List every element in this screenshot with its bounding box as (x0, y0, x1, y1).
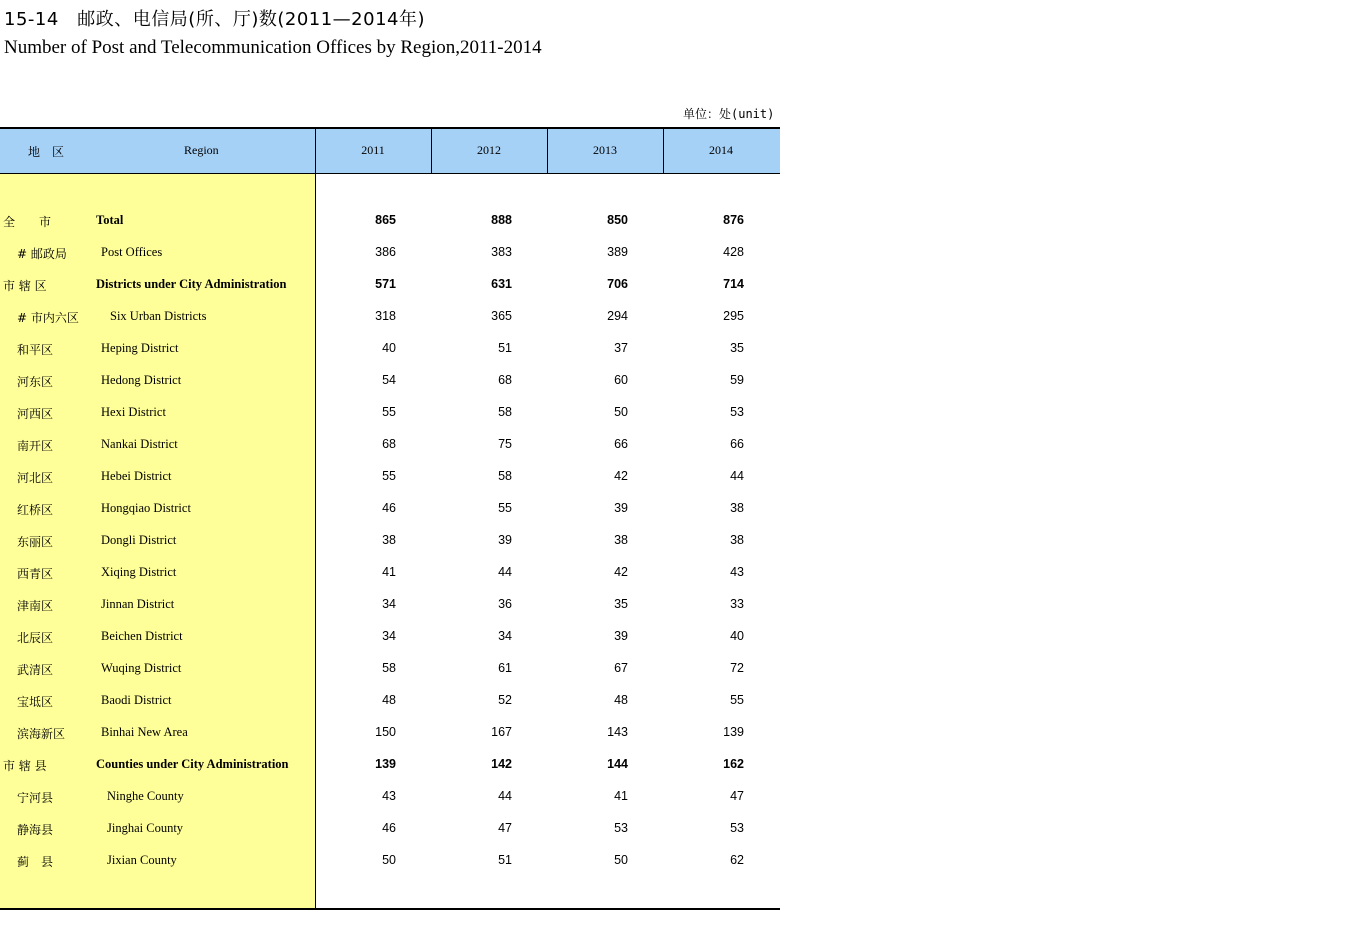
value-cell-2011: 54 (382, 373, 396, 387)
table-row (0, 750, 780, 782)
value-cell-2011: 46 (382, 501, 396, 515)
region-name-cn: 红桥区 (17, 503, 54, 517)
value-cell-2011: 40 (382, 341, 396, 355)
region-name-cn: 市 辖 县 (3, 759, 47, 773)
value-cell-2013: 39 (614, 629, 628, 643)
region-name-en: Counties under City Administration (96, 757, 289, 771)
region-name-en: Hexi District (101, 405, 166, 419)
table-row (0, 206, 780, 238)
value-cell-2011: 68 (382, 437, 396, 451)
table-row (0, 782, 780, 814)
table-bottom-rule (0, 908, 780, 910)
value-cell-2012: 39 (498, 533, 512, 547)
region-name-cn: 武清区 (17, 663, 54, 677)
title-chinese: 15-14 邮政、电信局(所、厅)数(2011—2014年) (4, 9, 426, 30)
value-cell-2014: 66 (730, 437, 744, 451)
value-cell-2013: 48 (614, 693, 628, 707)
region-name-en: Districts under City Administration (96, 277, 287, 291)
value-cell-2012: 51 (498, 341, 512, 355)
value-cell-2012: 51 (498, 853, 512, 867)
region-name-cn: 河北区 (17, 471, 54, 485)
region-name-en: Jixian County (107, 853, 177, 867)
value-cell-2013: 66 (614, 437, 628, 451)
value-cell-2011: 48 (382, 693, 396, 707)
value-cell-2014: 53 (730, 821, 744, 835)
region-name-cn: 北辰区 (17, 631, 54, 645)
value-cell-2011: 571 (375, 277, 396, 291)
value-cell-2013: 41 (614, 789, 628, 803)
value-cell-2013: 39 (614, 501, 628, 515)
value-cell-2013: 50 (614, 405, 628, 419)
table-row (0, 494, 780, 526)
table-row (0, 462, 780, 494)
region-name-cn: # 市内六区 (17, 311, 79, 325)
value-cell-2014: 43 (730, 565, 744, 579)
value-cell-2014: 714 (723, 277, 744, 291)
value-cell-2013: 53 (614, 821, 628, 835)
region-name-cn: 津南区 (17, 599, 54, 613)
value-cell-2014: 72 (730, 661, 744, 675)
table-row (0, 334, 780, 366)
table-row (0, 622, 780, 654)
value-cell-2012: 36 (498, 597, 512, 611)
table-row (0, 270, 780, 302)
value-cell-2012: 365 (491, 309, 512, 323)
value-cell-2014: 38 (730, 501, 744, 515)
value-cell-2014: 53 (730, 405, 744, 419)
value-cell-2012: 142 (491, 757, 512, 771)
value-cell-2012: 58 (498, 469, 512, 483)
region-name-cn: 河西区 (17, 407, 54, 421)
header-year-2012: 2012 (477, 143, 501, 157)
region-name-en: Ninghe County (107, 789, 184, 803)
value-cell-2014: 876 (723, 213, 744, 227)
value-cell-2013: 389 (607, 245, 628, 259)
value-cell-2013: 67 (614, 661, 628, 675)
header-region-cn: 地 区 (28, 145, 65, 159)
region-name-en: Total (96, 213, 124, 227)
value-cell-2014: 139 (723, 725, 744, 739)
value-cell-2011: 46 (382, 821, 396, 835)
value-cell-2013: 294 (607, 309, 628, 323)
value-cell-2011: 150 (375, 725, 396, 739)
value-cell-2012: 631 (491, 277, 512, 291)
table-row (0, 686, 780, 718)
value-cell-2012: 888 (491, 213, 512, 227)
unit-label: 单位：处(unit) (683, 107, 775, 121)
region-name-en: Jinghai County (107, 821, 184, 835)
value-cell-2011: 43 (382, 789, 396, 803)
region-name-cn: 宝坻区 (17, 695, 54, 709)
value-cell-2014: 40 (730, 629, 744, 643)
value-cell-2014: 44 (730, 469, 744, 483)
value-cell-2012: 44 (498, 565, 512, 579)
region-name-cn: 静海县 (17, 823, 54, 837)
value-cell-2012: 61 (498, 661, 512, 675)
region-name-en: Heping District (101, 341, 179, 355)
value-cell-2011: 386 (375, 245, 396, 259)
region-name-en: Post Offices (101, 245, 163, 259)
value-cell-2011: 55 (382, 405, 396, 419)
value-cell-2014: 428 (723, 245, 744, 259)
value-cell-2011: 139 (375, 757, 396, 771)
region-name-cn: 西青区 (17, 567, 54, 581)
value-cell-2013: 50 (614, 853, 628, 867)
title-english: Number of Post and Telecommunication Offices by Region,2011-2014 (4, 37, 542, 58)
table-row (0, 654, 780, 686)
region-name-cn: 河东区 (17, 375, 54, 389)
value-cell-2011: 58 (382, 661, 396, 675)
value-cell-2012: 52 (498, 693, 512, 707)
region-name-cn: 滨海新区 (17, 727, 66, 741)
region-name-cn: 蓟 县 (17, 855, 54, 869)
value-cell-2014: 55 (730, 693, 744, 707)
region-name-en: Six Urban Districts (110, 309, 207, 323)
value-cell-2014: 47 (730, 789, 744, 803)
value-cell-2013: 42 (614, 565, 628, 579)
value-cell-2012: 58 (498, 405, 512, 419)
region-name-cn: 全 市 (3, 215, 52, 229)
region-name-en: Nankai District (101, 437, 178, 451)
value-cell-2012: 68 (498, 373, 512, 387)
value-cell-2014: 295 (723, 309, 744, 323)
value-cell-2011: 41 (382, 565, 396, 579)
table-row (0, 526, 780, 558)
value-cell-2012: 47 (498, 821, 512, 835)
region-name-en: Wuqing District (101, 661, 182, 675)
value-cell-2014: 59 (730, 373, 744, 387)
region-name-en: Baodi District (101, 693, 172, 707)
header-year-2014: 2014 (709, 143, 733, 157)
value-cell-2014: 62 (730, 853, 744, 867)
table-row (0, 718, 780, 750)
value-cell-2014: 162 (723, 757, 744, 771)
value-cell-2013: 42 (614, 469, 628, 483)
table-row (0, 366, 780, 398)
value-cell-2014: 35 (730, 341, 744, 355)
value-cell-2011: 50 (382, 853, 396, 867)
table-row (0, 590, 780, 622)
value-cell-2011: 55 (382, 469, 396, 483)
table-row (0, 558, 780, 590)
header-year-2011: 2011 (361, 143, 385, 157)
region-name-en: Hebei District (101, 469, 172, 483)
region-name-en: Xiqing District (101, 565, 177, 579)
region-name-cn: 和平区 (17, 343, 54, 357)
region-name-cn: 市 辖 区 (3, 279, 47, 293)
header-year-2013: 2013 (593, 143, 617, 157)
value-cell-2011: 34 (382, 629, 396, 643)
value-cell-2012: 383 (491, 245, 512, 259)
region-name-en: Hedong District (101, 373, 182, 387)
region-name-cn: 东丽区 (17, 535, 54, 549)
value-cell-2013: 38 (614, 533, 628, 547)
region-name-en: Beichen District (101, 629, 183, 643)
value-cell-2013: 706 (607, 277, 628, 291)
value-cell-2012: 75 (498, 437, 512, 451)
region-name-en: Dongli District (101, 533, 177, 547)
table-row (0, 302, 780, 334)
region-name-cn: 南开区 (17, 439, 54, 453)
value-cell-2013: 37 (614, 341, 628, 355)
value-cell-2014: 33 (730, 597, 744, 611)
table-row (0, 430, 780, 462)
value-cell-2011: 865 (375, 213, 396, 227)
table-row (0, 398, 780, 430)
value-cell-2013: 143 (607, 725, 628, 739)
value-cell-2013: 850 (607, 213, 628, 227)
region-name-cn: # 邮政局 (17, 247, 67, 261)
region-name-cn: 宁河县 (17, 791, 54, 805)
value-cell-2013: 60 (614, 373, 628, 387)
value-cell-2011: 318 (375, 309, 396, 323)
value-cell-2011: 34 (382, 597, 396, 611)
value-cell-2011: 38 (382, 533, 396, 547)
value-cell-2012: 34 (498, 629, 512, 643)
value-cell-2012: 167 (491, 725, 512, 739)
value-cell-2012: 44 (498, 789, 512, 803)
table-row (0, 846, 780, 878)
region-name-en: Jinnan District (101, 597, 175, 611)
value-cell-2014: 38 (730, 533, 744, 547)
region-name-en: Hongqiao District (101, 501, 191, 515)
region-name-en: Binhai New Area (101, 725, 188, 739)
table-row (0, 814, 780, 846)
table-row (0, 238, 780, 270)
value-cell-2013: 144 (607, 757, 628, 771)
header-region-en: Region (184, 143, 219, 157)
value-cell-2013: 35 (614, 597, 628, 611)
value-cell-2012: 55 (498, 501, 512, 515)
